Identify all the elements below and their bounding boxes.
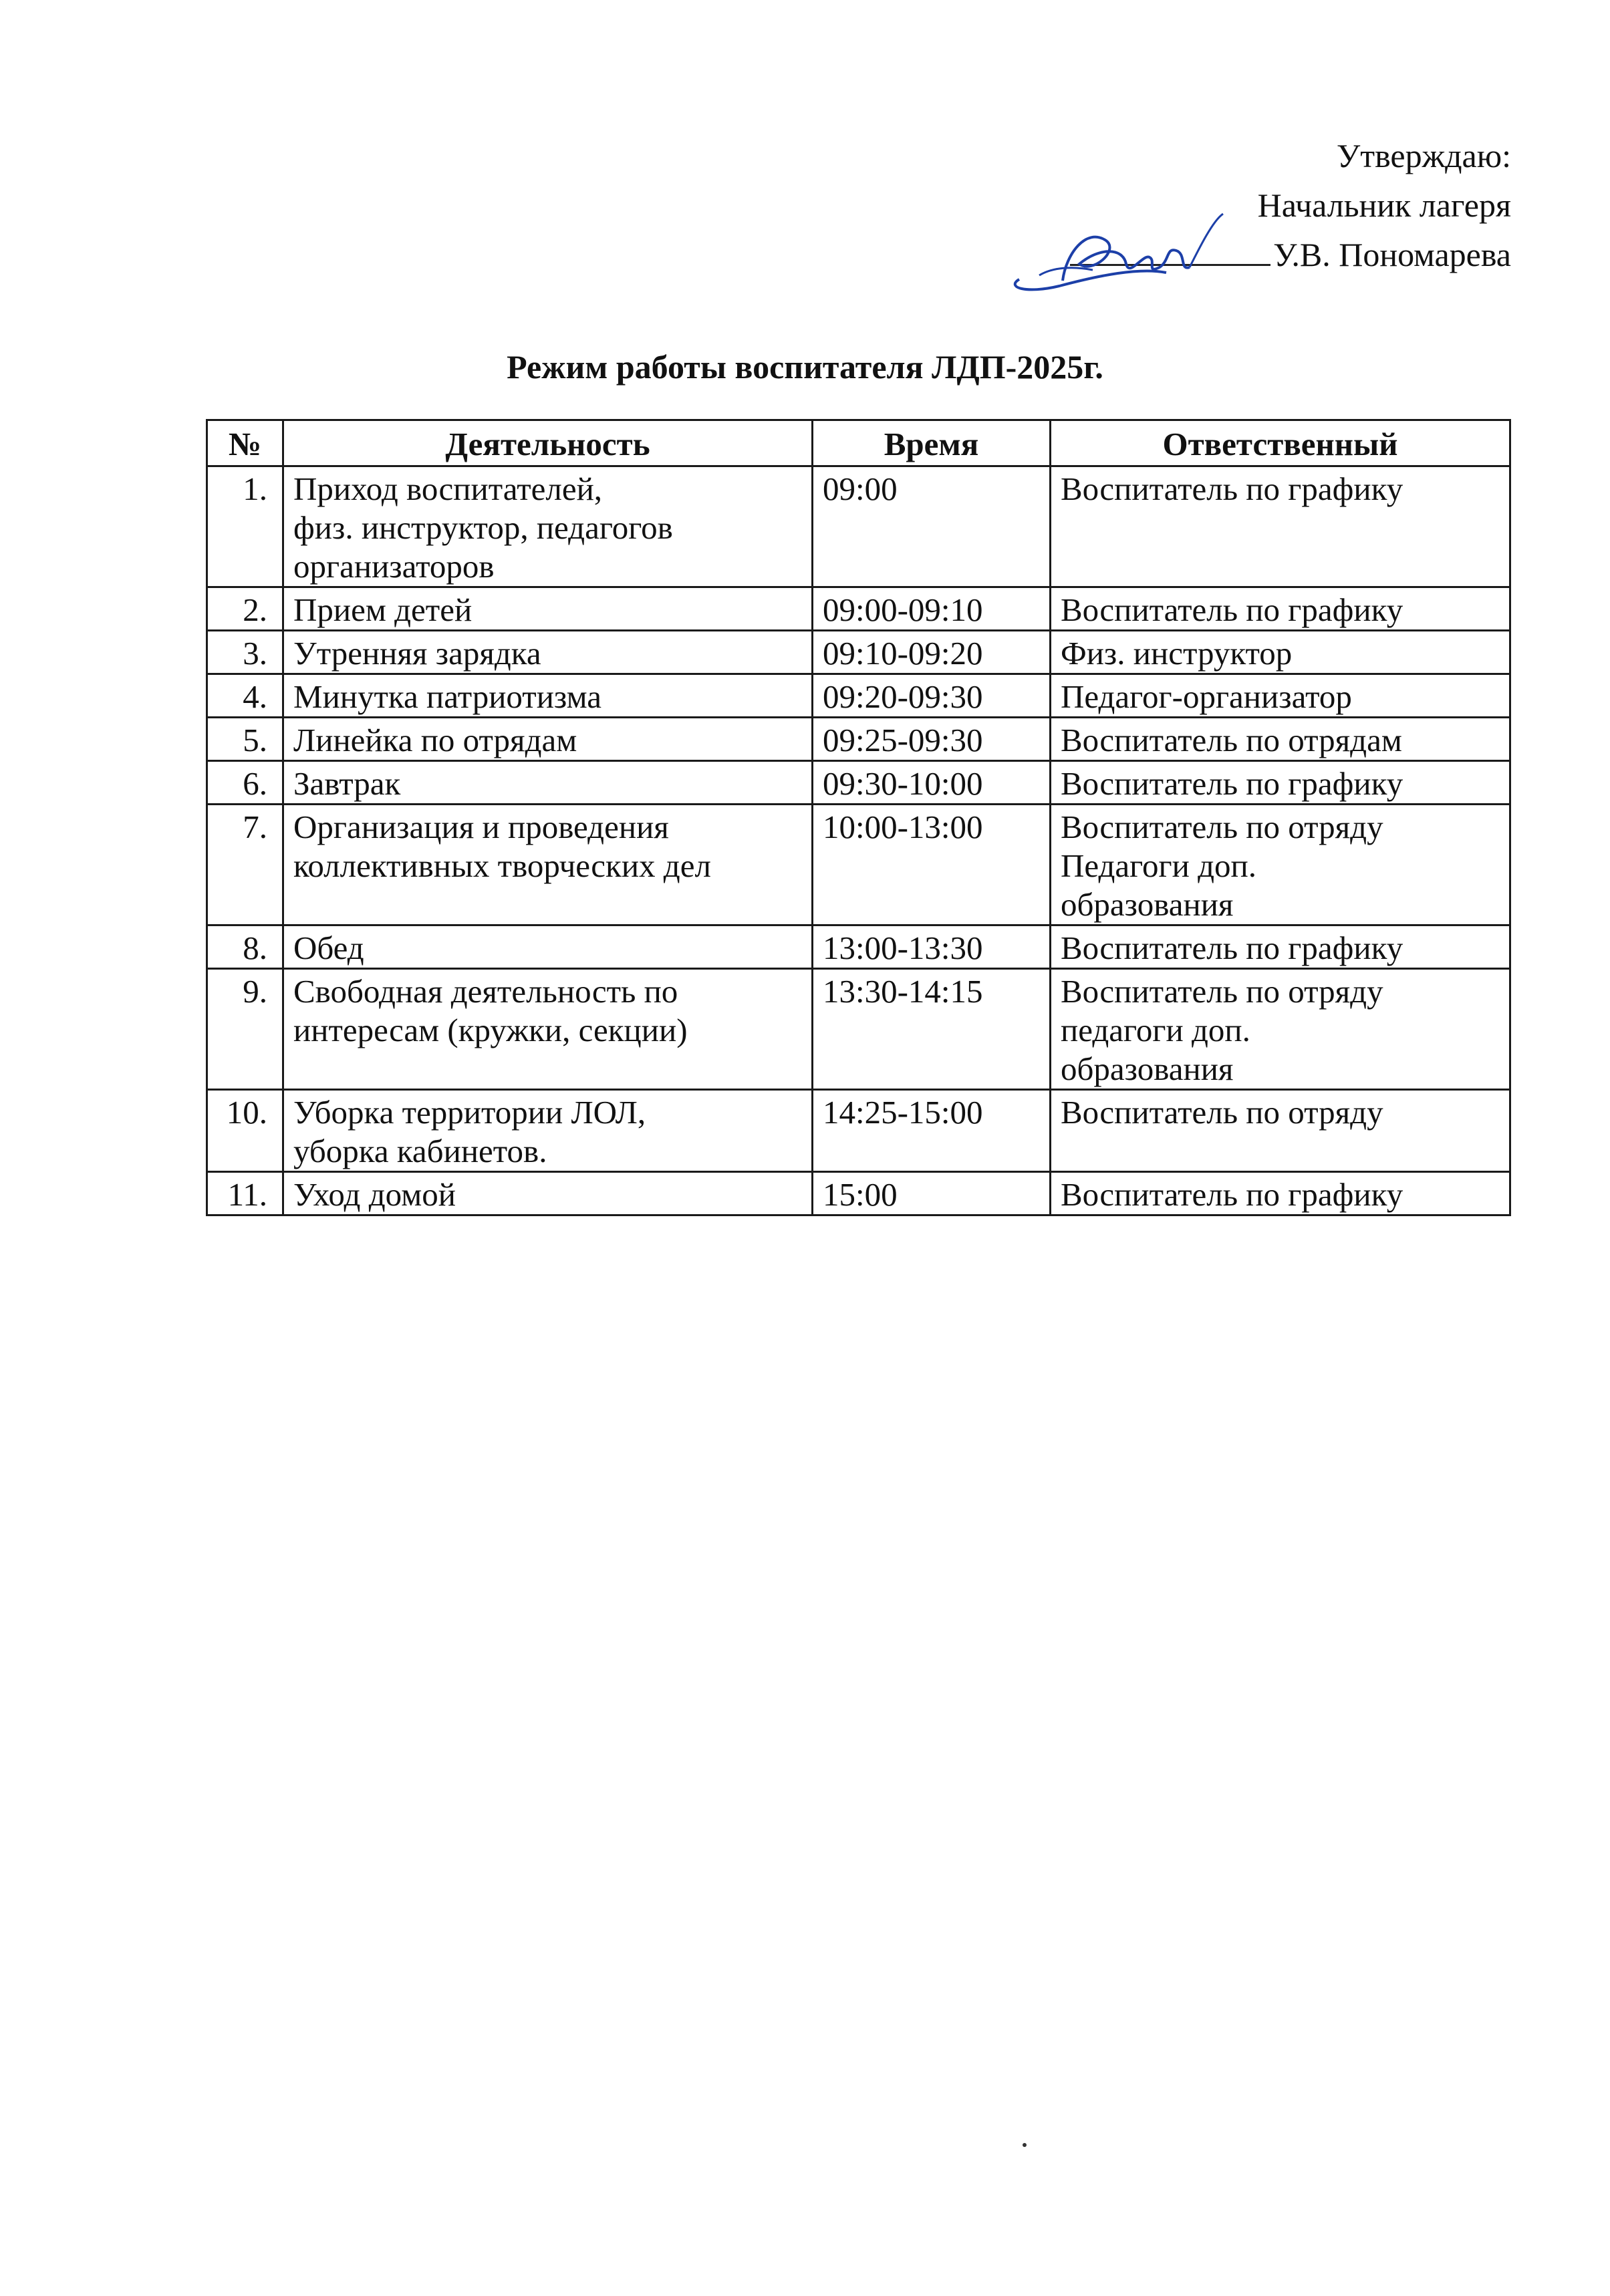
schedule-table <box>206 419 1511 1216</box>
row-responsible <box>1051 631 1510 674</box>
row-activity <box>283 718 813 761</box>
responsible-line: Воспитатель по отряду <box>1061 973 1383 1010</box>
responsible-line: Физ. инструктор <box>1061 635 1293 672</box>
activity-line: Уход домой <box>293 1176 456 1213</box>
responsible-line: педагоги доп. <box>1061 1012 1250 1048</box>
row-number: 1. <box>207 466 283 587</box>
row-time: 09:00 <box>813 466 1051 587</box>
responsible-line: Воспитатель по отряду <box>1061 1094 1383 1131</box>
row-time: 13:30-14:15 <box>813 969 1051 1090</box>
activity-line: Прием детей <box>293 591 473 628</box>
row-responsible <box>1051 761 1510 805</box>
responsible-line: Педагоги доп. <box>1061 847 1257 884</box>
row-time: 10:00-13:00 <box>813 805 1051 925</box>
activity-line: Приход воспитателей, <box>293 470 603 507</box>
activity-line: Утренняя зарядка <box>293 635 541 672</box>
activity-line: Минутка патриотизма <box>293 678 602 715</box>
row-number: 6. <box>207 761 283 805</box>
row-time: 15:00 <box>813 1172 1051 1215</box>
approval-position: Начальник лагеря <box>1257 186 1511 224</box>
table-row <box>207 1090 1510 1172</box>
scan-speck <box>1023 2143 1027 2147</box>
row-time: 09:10-09:20 <box>813 631 1051 674</box>
table-row <box>207 674 1510 718</box>
row-activity <box>283 674 813 718</box>
row-activity <box>283 969 813 1090</box>
activity-line: интересам (кружки, секции) <box>293 1012 688 1048</box>
activity-line: Свободная деятельность по <box>293 973 678 1010</box>
activity-line: организаторов <box>293 548 495 585</box>
document-title: Режим работы воспитателя ЛДП-2025г. <box>507 348 1103 386</box>
approval-heading: Утверждаю: <box>1336 137 1511 174</box>
responsible-line: Воспитатель по отряду <box>1061 809 1383 845</box>
row-number: 4. <box>207 674 283 718</box>
row-activity <box>283 466 813 587</box>
row-number: 2. <box>207 587 283 631</box>
activity-line: физ. инструктор, педагогов <box>293 509 673 546</box>
row-activity <box>283 587 813 631</box>
activity-line: коллективных творческих дел <box>293 847 711 884</box>
row-activity <box>283 925 813 969</box>
row-activity <box>283 1172 813 1215</box>
row-activity <box>283 761 813 805</box>
row-activity <box>283 805 813 925</box>
table-row <box>207 587 1510 631</box>
table-header-row <box>207 420 1510 466</box>
row-time: 14:25-15:00 <box>813 1090 1051 1172</box>
row-time: 09:25-09:30 <box>813 718 1051 761</box>
activity-line: Обед <box>293 929 364 966</box>
row-time: 13:00-13:30 <box>813 925 1051 969</box>
row-time: 09:30-10:00 <box>813 761 1051 805</box>
header-number: № <box>207 420 283 466</box>
row-activity <box>283 631 813 674</box>
row-number: 3. <box>207 631 283 674</box>
activity-line: Завтрак <box>293 765 401 802</box>
approval-name: У.В. Пономарева <box>1273 236 1511 273</box>
row-responsible <box>1051 1090 1510 1172</box>
responsible-line: Педагог-организатор <box>1061 678 1352 715</box>
row-activity <box>283 1090 813 1172</box>
responsible-line: Воспитатель по графику <box>1061 1176 1403 1213</box>
table-row <box>207 925 1510 969</box>
table-row <box>207 969 1510 1090</box>
table-row <box>207 718 1510 761</box>
responsible-line: Воспитатель по графику <box>1061 591 1403 628</box>
row-responsible <box>1051 1172 1510 1215</box>
row-responsible <box>1051 805 1510 925</box>
row-responsible <box>1051 674 1510 718</box>
responsible-line: Воспитатель по отрядам <box>1061 722 1402 758</box>
table-row <box>207 805 1510 925</box>
activity-line: Уборка территории ЛОЛ, <box>293 1094 646 1131</box>
activity-line: Организация и проведения <box>293 809 669 845</box>
table-row <box>207 466 1510 587</box>
row-number: 11. <box>207 1172 283 1215</box>
header-responsible: Ответственный <box>1051 420 1510 466</box>
activity-line: Линейка по отрядам <box>293 722 577 758</box>
row-number: 10. <box>207 1090 283 1172</box>
responsible-line: образования <box>1061 886 1234 923</box>
table-row <box>207 761 1510 805</box>
row-number: 8. <box>207 925 283 969</box>
activity-line: уборка кабинетов. <box>293 1133 547 1169</box>
header-activity: Деятельность <box>283 420 813 466</box>
responsible-line: Воспитатель по графику <box>1061 470 1403 507</box>
table-row <box>207 1172 1510 1215</box>
schedule-body <box>207 466 1510 1215</box>
table-row <box>207 631 1510 674</box>
row-number: 9. <box>207 969 283 1090</box>
header-time: Время <box>813 420 1051 466</box>
handwritten-signature <box>999 200 1240 307</box>
row-responsible <box>1051 466 1510 587</box>
row-time: 09:00-09:10 <box>813 587 1051 631</box>
row-number: 7. <box>207 805 283 925</box>
responsible-line: образования <box>1061 1050 1234 1087</box>
responsible-line: Воспитатель по графику <box>1061 929 1403 966</box>
row-responsible <box>1051 925 1510 969</box>
responsible-line: Воспитатель по графику <box>1061 765 1403 802</box>
row-number: 5. <box>207 718 283 761</box>
row-time: 09:20-09:30 <box>813 674 1051 718</box>
row-responsible <box>1051 587 1510 631</box>
row-responsible <box>1051 969 1510 1090</box>
row-responsible <box>1051 718 1510 761</box>
